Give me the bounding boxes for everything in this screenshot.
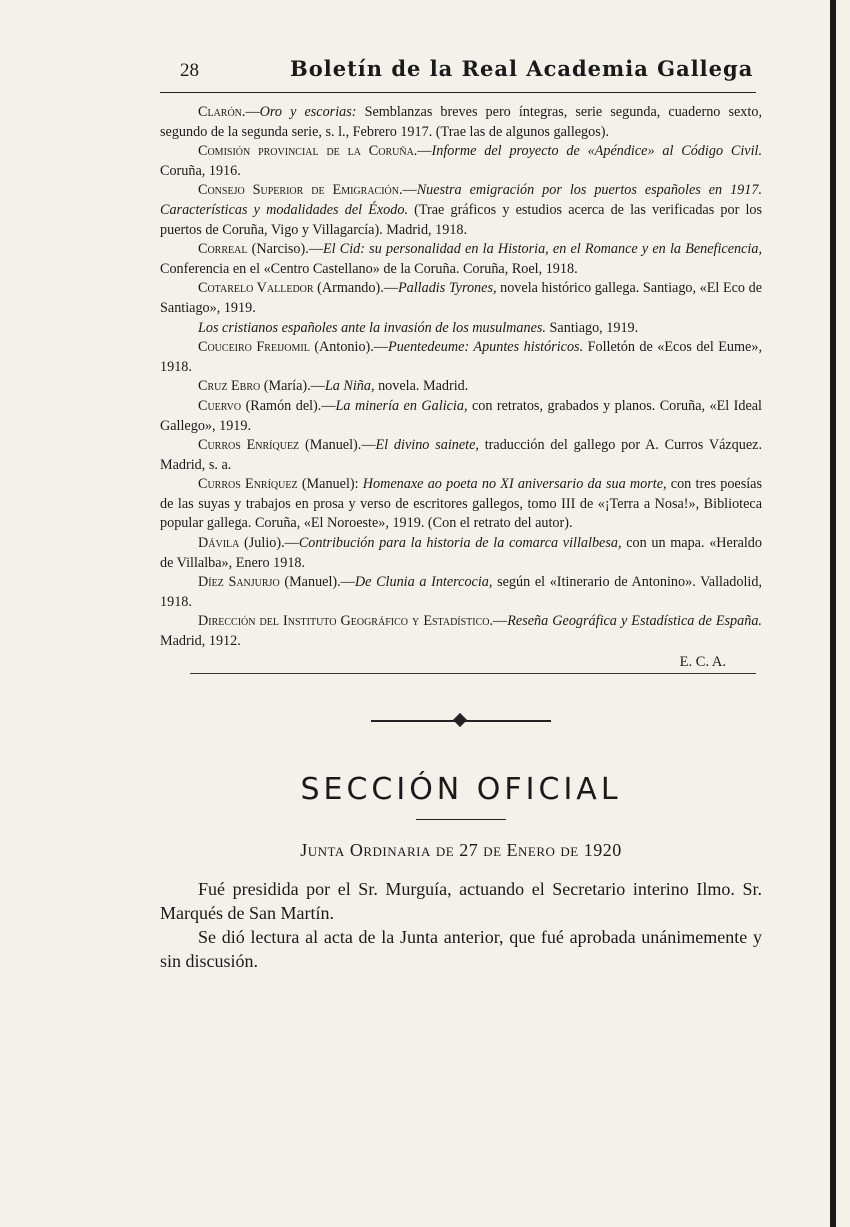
meeting-minutes: [160, 877, 762, 973]
entry-details: Santiago, 1919.: [545, 319, 639, 336]
entry-details: (Ramón del).—: [241, 397, 336, 414]
entry-author: Correal: [198, 241, 248, 258]
entry-details: (Trae gráficos y estudios acerca de las verificadas por los puertos de Coruña, Vigo y Villagarcía). Madrid, 1918.: [160, 201, 763, 238]
meeting-heading: Junta Ordinaria de 27 de Enero de 1920: [300, 839, 622, 860]
entry-author: Dávila: [198, 535, 240, 552]
bibliography-entry: [160, 338, 762, 377]
entry-author: Cotarelo Valledor: [198, 280, 314, 297]
entry-details: con un mapa. «Heraldo de Villalba», Enero 1918.: [160, 535, 762, 571]
entry-details: (Antonio).—: [309, 339, 389, 356]
list-end-rule: [190, 673, 756, 674]
bibliography-entry: [160, 142, 762, 181]
bibliography-entry: [160, 240, 762, 279]
entry-details: (Manuel).—: [279, 574, 355, 591]
bibliography-entry: [160, 573, 762, 612]
entry-title: Homenaxe ao poeta no XI aniversario da sua morte,: [362, 476, 667, 493]
running-header: [160, 56, 762, 90]
entry-details: Coruña, 1916.: [160, 162, 241, 179]
entry-title: El Cid: su personalidad en la Historia, en el Romance y en la Beneficencia,: [322, 241, 762, 258]
minutes-paragraph: Fué presidida por el Sr. Murguía, actuando el Secretario interino Ilmo. Sr. Marqués de San Martín.: [160, 878, 762, 923]
bibliography-entry: [160, 377, 762, 397]
entry-details: novela. Madrid.: [374, 378, 469, 395]
entry-details: (María).—: [260, 378, 325, 395]
entry-details: (Manuel).—: [299, 437, 376, 454]
entry-title: La minería en Galicia,: [335, 397, 468, 414]
bibliography-entry: [160, 612, 762, 651]
entry-title: La Niña,: [324, 378, 375, 395]
entry-title: De Clunia a Intercocia,: [354, 574, 493, 591]
entry-title: Nuestra emigración por los puertos españoles en 1917. Características y modalidades del Éxodo.: [160, 182, 762, 218]
entry-details: según el «Itinerario de Antonino». Valladolid, 1918.: [160, 574, 762, 610]
entry-details: con tres poesías de las suyas y trabajos en prosa y verso de escritores gallegos, tomo III de «¡Terra a Nosa!», Biblioteca popular gallega. Coruña, «El Noroeste», 1919. (Con el retrato del autor).: [160, 476, 762, 532]
header-rule: [160, 92, 756, 93]
entry-author: Curros Enríquez: [198, 437, 300, 454]
ornament-divider: [371, 714, 551, 726]
entry-author: Comisión provincial de la Coruña.—: [198, 143, 432, 160]
page: [160, 56, 762, 973]
entry-author: Díez Sanjurjo: [198, 574, 280, 591]
entry-title: Informe del proyecto de «Apéndice» al Código Civil.: [431, 143, 762, 160]
entry-author: Curros Enríquez: [198, 476, 298, 493]
entry-title: Oro y escorias:: [259, 104, 357, 120]
bibliography-entry: [160, 475, 762, 534]
entry-details: con retratos, grabados y planos. Coruña, «El Ideal Gallego», 1919.: [160, 397, 762, 434]
section-title-rule: [416, 819, 506, 820]
entry-details: (Armando).—: [313, 280, 398, 297]
entry-title: Palladis Tyrones,: [397, 280, 497, 297]
entry-author: Cruz Ebro: [198, 378, 261, 395]
signature: E. C. A.: [679, 653, 726, 670]
entry-title: Puentedeume: Apuntes históricos.: [388, 339, 584, 356]
bibliography-entry: [160, 534, 762, 573]
entry-details: Folletón de «Ecos del Eume», 1918.: [160, 339, 762, 375]
bibliography-entry: [160, 319, 762, 339]
bibliography-entry: [160, 181, 762, 240]
entry-details: (Narciso).—: [247, 241, 323, 258]
entry-details: Conferencia en el «Centro Castellano» de la Coruña. Coruña, Roel, 1918.: [160, 260, 578, 277]
bibliography-entry: [160, 279, 762, 318]
entry-details: Semblanzas breves pero íntegras, serie segunda, cuaderno sexto, segundo de la segunda serie, s. l., Febrero 1917. (Trae las de algunos gallegos).: [160, 104, 762, 140]
bibliography-entry: [160, 436, 762, 475]
entry-author: Couceiro Freijomil: [198, 339, 310, 356]
entry-details: Madrid, 1912.: [160, 633, 241, 650]
entry-details: novela histórico gallega. Santiago, «El Eco de Santiago», 1919.: [160, 280, 762, 316]
minutes-paragraph: Se dió lectura al acta de la Junta anterior, que fué aprobada unánimemente y sin discusión.: [160, 926, 762, 971]
section-title: SECCIÓN OFICIAL: [300, 771, 622, 807]
page-number: 28: [180, 60, 199, 81]
entry-title: El divino sainete,: [375, 437, 479, 454]
bibliography-entry: [160, 397, 762, 436]
entry-author: Cuervo: [198, 397, 242, 414]
bibliography-entry: [160, 103, 762, 142]
entry-title: Contribución para la historia de la comarca villalbesa,: [298, 535, 622, 552]
entry-details: traducción del gallego por A. Curros Vázquez. Madrid, s. a.: [160, 437, 763, 473]
journal-title: Boletín de la Real Academia Gallega: [290, 56, 754, 81]
entry-details: (Manuel):: [297, 476, 363, 493]
entry-author: Dirección del Instituto Geográfico y Estadístico.—: [198, 613, 508, 630]
bibliography-list: [160, 103, 762, 652]
entry-title: Los cristianos españoles ante la invasión de los musulmanes.: [198, 319, 546, 336]
entry-author: Clarón.—: [198, 104, 260, 120]
entry-details: (Julio).—: [239, 535, 299, 552]
page-edge-shadow: [830, 0, 836, 1227]
entry-title: Reseña Geográfica y Estadística de España.: [507, 613, 762, 630]
entry-author: Consejo Superior de Emigración.—: [198, 182, 417, 199]
